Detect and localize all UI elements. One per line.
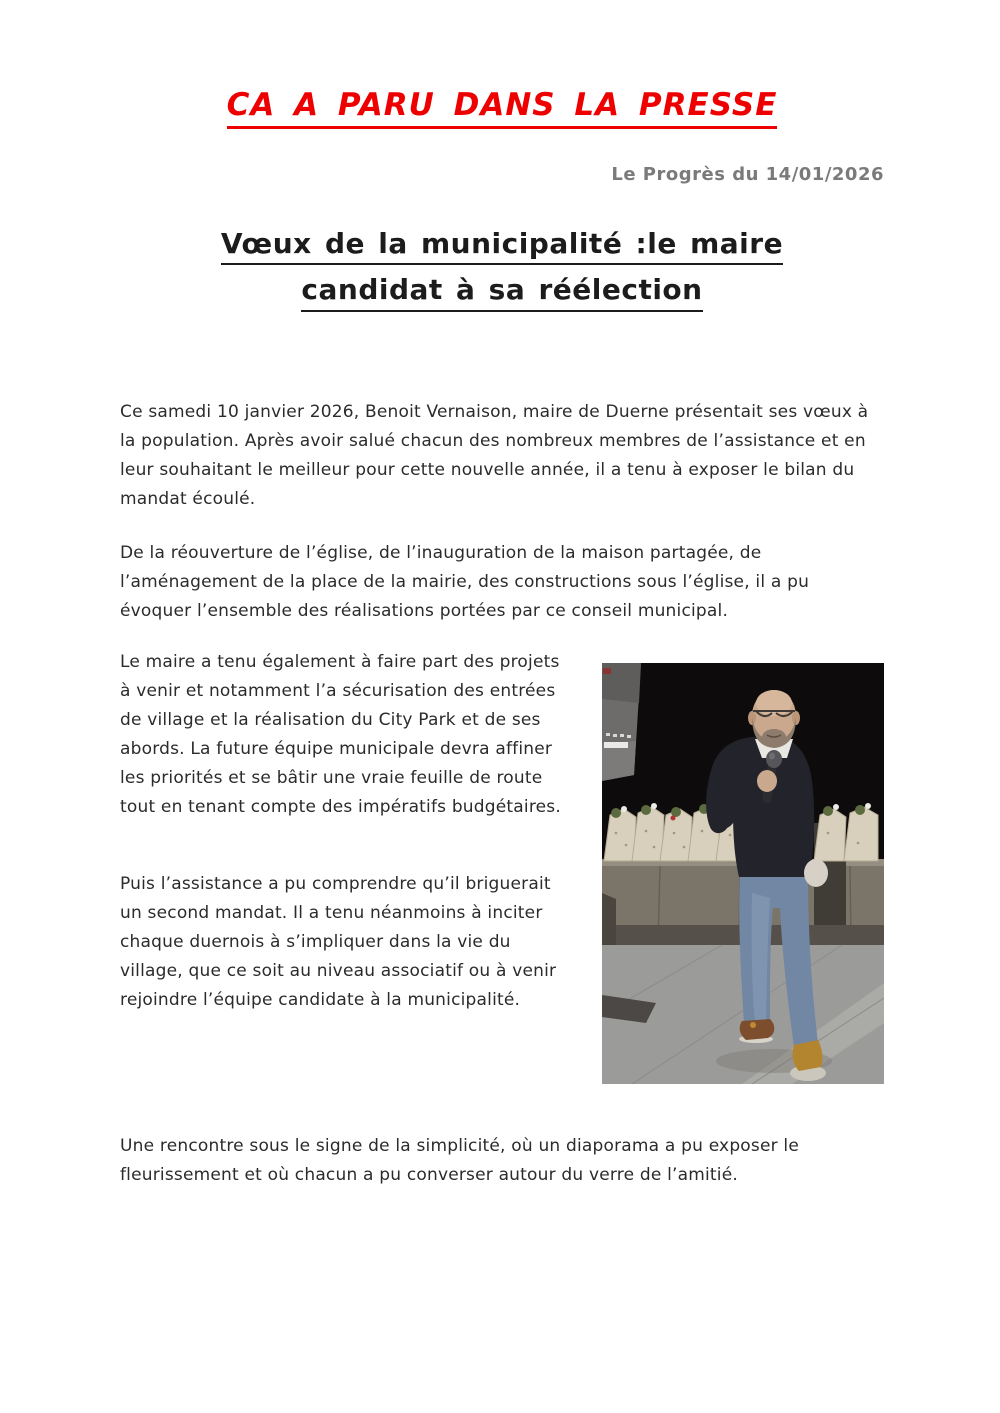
paragraph-second-mandat: Puis l’assistance a pu comprendre qu’il briguerait un second mandat. Il a tenu néanmoins à inciter chaque duernois à s’impliquer dans la vie du village, que ce soit au niveau associatif ou à venir rejoindre l’équipe candidate à la municipalité. (120, 873, 557, 1010)
paragraph-conclusion: Une rencontre sous le signe de la simplicité, où un diaporama a pu exposer le fleurissement et où chacun a pu converser autour du verre de l’amitié. (120, 1135, 799, 1185)
paragraph-intro: Ce samedi 10 janvier 2026, Benoit Vernaison, maire de Duerne présentait ses vœux à la population. Après avoir salué chacun des nombreux membres de l’assistance et en leur souhaitant le meilleur pour cette nouvelle année, il a tenu à exposer le bilan du mandat écoulé. (120, 401, 869, 509)
photo-text-wrap-zone (120, 648, 884, 1084)
mayor-speech-photo-graphic (602, 663, 884, 1084)
article-heading-line1: Vœux de la municipalité :le maire (221, 227, 783, 266)
article-heading (120, 227, 884, 320)
left-hand (804, 859, 828, 887)
skirting-dark-left (602, 893, 616, 945)
paragraph-projets: Le maire a tenu également à faire part des projets à venir et notamment l’a sécurisation des entrées de village et la réalisation du City Park et de ses abords. La future équipe municipale devra affiner les priorités et se bâtir une vraie feuille de route tout en tenant compte des impératifs budgétaires. (120, 651, 561, 817)
page-title (120, 88, 884, 124)
article-heading-line2: candidat à sa réélection (301, 273, 702, 312)
press-source: Le Progrès du 14/01/2026 (611, 163, 884, 185)
mic-hand (757, 770, 777, 792)
page-title-text: CA A PARU DANS LA PRESSE (227, 87, 778, 129)
left-shoe (739, 1019, 774, 1043)
article-photo (602, 663, 884, 1084)
paragraph-bilan: De la réouverture de l’église, de l’inauguration de la maison partagée, de l’aménagement de la place de la mairie, des constructions sous l’église, il a pu évoquer l’ensemble des réalisations portées par ce conseil municipal. (120, 542, 810, 621)
